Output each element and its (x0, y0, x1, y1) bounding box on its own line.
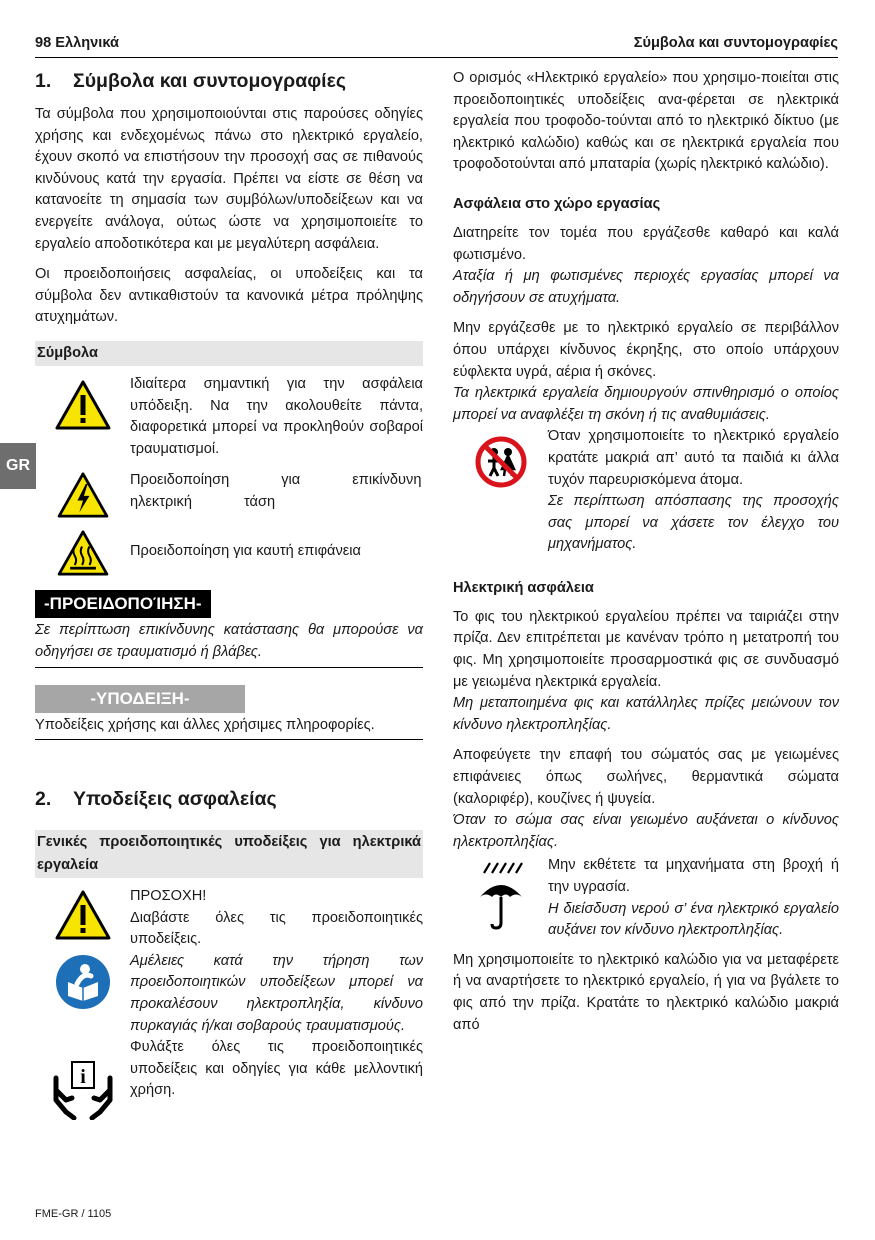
intro-paragraph-2: Οι προειδοποιήσεις ασφαλείας, οι υποδείξεις και τα σύμβολα δεν αντικαθιστούν τα κανονικά μέτρα πρόληψης ατυχημάτων. (35, 266, 423, 326)
symbol-row-general (35, 374, 423, 460)
section-1-heading (35, 68, 423, 94)
language-tab: GR (0, 443, 36, 489)
section-2-number: 2. (35, 788, 52, 811)
read-manual-icon (55, 954, 111, 1010)
work-area-italic-2: Τα ηλεκτρικά εργαλεία δημιουργούν σπινθηρισμό ο οποίος μπορεί να αναφλέξει τη σκόνη ή τις αναθυμιάσεις. (453, 385, 839, 423)
children-italic: Σε περίπτωση απόσπασης της προσοχής σας μπορεί να χάσετε τον έλεγχο του μηχανήματος. (548, 493, 839, 553)
plug-text: Το φις του ηλεκτρικού εργαλείου πρέπει να ταιριάζει στην πρίζα. Δεν επιτρέπεται με κανέναν τρόπο η μετατροπή του φις. Μη χρησιμοποιείτε προσαρμοστικά φις σε συνδυασμό με γειωμένα ηλεκτρικά εργαλεία. (453, 608, 839, 690)
symbol-row-hot-surface (35, 530, 423, 576)
definition-paragraph: Ο ορισμός «Ηλεκτρικό εργαλείο» που χρησιμο-ποιείται στις προειδοποιητικές υποδείξεις ανα-φέρεται σε ηλεκτρικά εργαλεία που τροφοδο-τούνται από το ηλεκτρικό δίκτυο (με ηλεκτρικό καλώδιο) καθώς και σε ηλεκτρικά εργαλεία που τροφοδοτούνται από μπαταρία (χωρίς ηλεκτρικό καλώδιο). (453, 70, 839, 173)
left-column (35, 68, 423, 1120)
footer-doc-code: FME-GR / 1105 (35, 1208, 112, 1220)
electrical-safety-heading: Ηλεκτρική ασφάλεια (453, 579, 594, 596)
children-text: Όταν χρησιμοποιείτε το ηλεκτρικό εργαλείο κρατάτε μακριά απ’ αυτό τα παιδιά κι άλλα τυχόν παρευρισκόμενα άτομα. (548, 428, 839, 488)
general-warnings-block (35, 886, 423, 1120)
neglect-consequence-text: Αμέλειες κατά την τήρηση των προειδοποιητικών υποδείξεων μπορεί να προκαλέσουν ηλεκτροπληξία, κίνδυνο πυρκαγιάς ή/και σοβαρούς τραυματισμούς. (130, 952, 423, 1034)
page-number-language: 98 Ελληνικά (35, 35, 119, 51)
intro-paragraph: Τα σύμβολα που χρησιμοποιούνται στις παρούσες οδηγίες χρήσης και ενδεχομένως πάνω στο ηλεκτρικό εργαλείο, έχουν σκοπό να επιστήσουν την προσοχή σας σε πιθανούς κινδύνους κατά την εργασία. Πρέπει να είστε σε θέση να κατανοείτε τη σημασία των συμβόλων/υποδείξεων και να ενεργείτε ανάλογα, ούτως ώστε να χρησιμοποιείτε το εργαλείο αποδοτικότερα και με μεγαλύτερη ασφάλεια. (35, 106, 423, 252)
general-warnings-heading: Γενικές προειδοποιητικές υποδείξεις για ηλεκτρικά εργαλεία (35, 830, 423, 878)
symbol-row-voltage (35, 470, 423, 518)
keep-instructions-icon (52, 1060, 114, 1120)
caution-text: ΠΡΟΣΟΧΗ! (130, 888, 207, 905)
warning-triangle-icon (55, 380, 111, 430)
work-area-heading: Ασφάλεια στο χώρο εργασίας (453, 195, 661, 212)
right-column (453, 68, 839, 1036)
work-area-italic-1: Αταξία ή μη φωτισμένες περιοχές εργασίας μπορεί να οδηγήσουν σε ατυχήματα. (453, 268, 839, 306)
symbol-general-text: Ιδιαίτερα σημαντική για την ασφάλεια υπόδειξη. Να την ακολουθείτε πάντα, διαφορετικά μπορεί να προκληθούν σοβαροί τραυματισμοί. (130, 375, 423, 457)
page-header (35, 30, 838, 58)
high-voltage-icon (57, 472, 109, 518)
cable-text: Μη χρησιμοποιείτε το ηλεκτρικό καλώδιο για να μεταφέρετε ή να αναρτήσετε το ηλεκτρικό εργαλείο, ή για να βγάλετε το φις από την πρίζα. Κρατάτε το ηλεκτρικό καλώδιο μακριά από (453, 951, 839, 1033)
warning-label: -ΠΡΟΕΙΔΟΠΟΊΗΣΗ- (35, 590, 211, 618)
section-1-title: Σύμβολα και συντομογραφίες (73, 70, 346, 92)
warning-triangle-icon (55, 890, 111, 940)
grounding-italic: Όταν το σώμα σας είναι γειωμένο αυξάνεται ο κίνδυνος ηλεκτροπληξίας. (453, 812, 839, 850)
plug-italic: Μη μεταποιημένα φις και κατάλληλες πρίζες μειώνουν τον κίνδυνο ηλεκτροπληξίας. (453, 695, 839, 733)
grounding-text: Αποφεύγετε την επαφή του σώματός σας με γειωμένες επιφάνειες όπως σωλήνες, θερμαντικά σώματα (καλοριφέρ), κουζίνες ή ψυγεία. (453, 747, 839, 807)
svg-text:i: i (79, 1066, 86, 1089)
section-1-number: 1. (35, 70, 52, 92)
hot-surface-icon (57, 530, 109, 576)
umbrella-rain-icon (476, 861, 526, 931)
symbols-heading: Σύμβολα (35, 341, 423, 366)
section-2-heading (35, 786, 423, 812)
hint-label: -ΥΠΟΔΕΙΞΗ- (35, 685, 245, 713)
keep-children-away-icon (475, 436, 527, 488)
keep-instructions-text: Φυλάξτε όλες τις προειδοποιητικές υποδείξεις και οδηγίες για κάθε μελλοντική χρήση. (130, 1039, 423, 1099)
symbol-hot-surface-text: Προειδοποίηση για καυτή επιφάνεια (130, 543, 361, 560)
work-area-text-1: Διατηρείτε τον τομέα που εργάζεσθε καθαρό και καλά φωτισμένο. (453, 224, 839, 263)
rain-text: Μην εκθέτετε τα μηχανήματα στη βροχή ή την υγρασία. (548, 857, 839, 895)
work-area-text-2: Μην εργάζεσθε με το ηλεκτρικό εργαλείο σε περιβάλλον όπου υπάρχει κίνδυνος έκρηξης, στο οποίο υπάρχουν εύφλεκτα υγρά, αέρια ή σκόνες. (453, 320, 839, 380)
hint-description: Υποδείξεις χρήσης και άλλες χρήσιμες πληροφορίες. (35, 715, 423, 741)
rain-italic: Η διείσδυση νερού σ’ ένα ηλεκτρικό εργαλείο αυξάνει τον κίνδυνο ηλεκτροπληξίας. (548, 900, 839, 939)
read-all-text: Διαβάστε όλες τις προειδοποιητικές υποδείξεις. (130, 909, 423, 948)
rain-warning-block (453, 855, 839, 941)
children-warning-block (453, 426, 839, 556)
warning-description: Σε περίπτωση επικίνδυνης κατάστασης θα μπορούσε να οδηγήσει σε τραυματισμό ή βλάβες. (35, 620, 423, 667)
section-2-title: Υποδείξεις ασφαλείας (73, 788, 277, 811)
chapter-title: Σύμβολα και συντομογραφίες (633, 35, 838, 51)
symbol-voltage-text: Προειδοποίηση για επικίνδυνη ηλεκτρική τάση (130, 472, 422, 510)
